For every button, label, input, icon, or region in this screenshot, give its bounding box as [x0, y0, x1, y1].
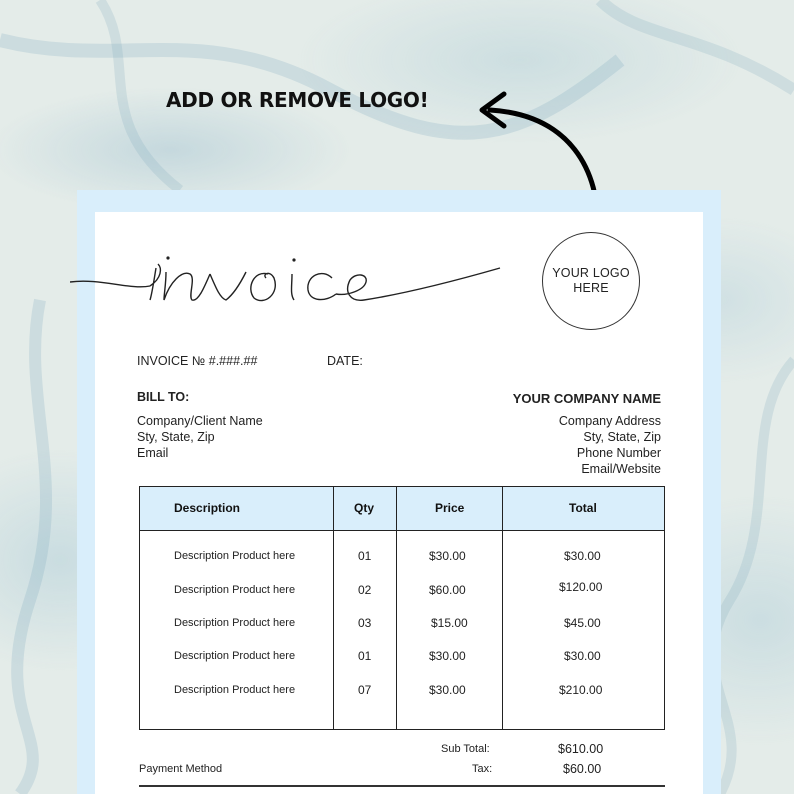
date-label: DATE: [327, 354, 363, 368]
bill-to-line: Sty, State, Zip [137, 430, 215, 444]
logo-placeholder[interactable] [542, 232, 640, 330]
row-description: Description Product here [174, 617, 296, 629]
bill-to-line: Email [137, 446, 169, 460]
bill-to-line: Company/Client Name [137, 414, 263, 428]
company-line: Company Address [558, 414, 661, 428]
payment-method-label: Payment Method [139, 763, 223, 775]
row-total: $45.00 [564, 616, 601, 630]
column-divider [333, 487, 334, 729]
header-price: Price [435, 501, 465, 515]
invoice-script-title [70, 238, 510, 318]
row-description: Description Product here [174, 684, 296, 696]
row-total: $210.00 [559, 683, 603, 697]
row-qty: 07 [358, 683, 372, 697]
row-price: $30.00 [429, 549, 466, 563]
company-line: Email/Website [581, 462, 661, 476]
company-line: Sty, State, Zip [583, 430, 661, 444]
add-logo-callout: ADD OR REMOVE LOGO! [166, 88, 429, 112]
row-total: $30.00 [564, 649, 601, 663]
tax-label: Tax: [472, 763, 493, 775]
row-total: $120.00 [559, 580, 603, 594]
row-total: $30.00 [564, 549, 601, 563]
row-price: $15.00 [431, 616, 468, 630]
bill-to-heading: BILL TO: [137, 390, 190, 404]
company-name: YOUR COMPANY NAME [512, 391, 661, 406]
row-price: $30.00 [429, 683, 466, 697]
row-description: Description Product here [174, 650, 296, 662]
footer-divider [139, 785, 665, 787]
row-description: Description Product here [174, 550, 296, 562]
row-qty: 01 [358, 549, 372, 563]
column-divider [396, 487, 397, 729]
column-divider [502, 487, 503, 729]
row-price: $30.00 [429, 649, 466, 663]
company-line: Phone Number [576, 446, 661, 460]
row-qty: 03 [358, 616, 372, 630]
row-qty: 02 [358, 583, 372, 597]
row-price: $60.00 [429, 583, 466, 597]
row-description: Description Product here [174, 584, 296, 596]
header-qty: Qty [354, 501, 375, 515]
subtotal-value: $610.00 [558, 742, 604, 756]
invoice-number: INVOICE № #.###.## [137, 354, 258, 368]
header-description: Description [174, 501, 241, 515]
subtotal-label: Sub Total: [441, 743, 490, 755]
line-items-table [139, 486, 665, 730]
row-qty: 01 [358, 649, 372, 663]
tax-value: $60.00 [563, 762, 602, 776]
header-total: Total [569, 501, 597, 515]
logo-placeholder-text: YOUR LOGO HERE [552, 266, 630, 295]
